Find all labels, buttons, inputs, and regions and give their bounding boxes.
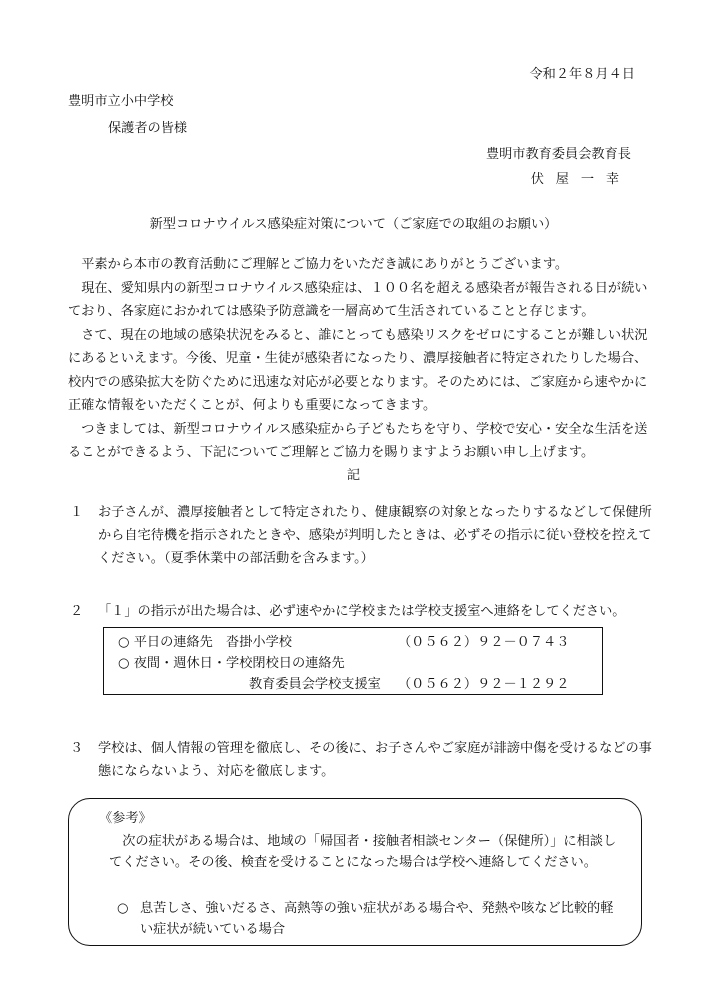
list-item [68,600,658,623]
contact-row-1-label: ○ 平日の連絡先 沓掛小学校 [118,635,292,650]
contact-row-3-label: 教育委員会学校支援室 [249,677,381,692]
item-text: お子さんが、濃厚接触者として特定されたり、健康観察の対象となったりするなどして保健所から自宅待機を指示されたときや、感染が判明したときは、必ずその指示に従い登校を控えてください。（夏季休業中の部活動を含みます。） [98,505,652,566]
reference-title: 《参考》 [99,811,152,826]
reference-body: 次の症状がある場合は、地域の「帰国者・接触者相談センター（保健所）」に相談してください。その後、検査を受けることになった場合は学校へ連絡してください。 [109,834,617,870]
ki-heading: 記 [346,468,361,483]
paragraph: 平素から本市の教育活動にご理解とご協力をいただき誠にありがとうございます。 [81,257,569,272]
reference-bullet [117,898,617,940]
contact-row-3-phone: （０５６２）９２－１２９２ [398,677,570,692]
item-number: ２ [70,604,84,619]
bullet-text: 息苦しさ、強いだるさ、高熱等の強い症状がある場合や、発熱や咳など比較的軽い症状が続いている場合 [140,901,614,937]
paragraph: つきましては、新型コロナウイルス感染症から子どもたちを守り、学校で安心・安全な生活を送ることができるよう、下記についてご理解とご協力を賜りますようお願い申し上げます。 [68,421,648,460]
body-paragraphs [68,253,658,465]
bullet-mark: ○ [117,901,129,916]
paragraph: 現在、愛知県内の新型コロナウイルス感染症は、１００名を超える感染者が報告される日が続いており、各家庭におかれては感染予防意識を一層高めて生活されていることと存じます。 [68,280,648,319]
recipient-line-2: 保護者の皆様 [108,121,188,136]
document-title: 新型コロナウイルス感染症対策について（ご家庭での取組のお願い） [149,217,558,232]
item-number: ３ [70,741,84,756]
reference-box [68,798,642,946]
contact-row-2-label: ○ 夜間・週休日・学校閉校日の連絡先 [118,656,345,671]
contact-row-1-phone: （０５６２）９２－０７４３ [398,635,570,650]
item-number: １ [70,505,84,520]
recipient-line-1: 豊明市立小中学校 [68,94,174,109]
list-item [68,737,658,783]
item-text: 学校は、個人情報の管理を徹底し、その後に、お子さんやご家庭が誹謗中傷を受けるなどの事態にならないよう、対応を徹底します。 [98,741,652,779]
list-item [68,501,658,570]
document-date: 令和２年８月４日 [529,67,635,82]
contact-box [103,627,603,695]
sender-title: 豊明市教育委員会教育長 [485,147,631,162]
item-text: 「１」の指示が出た場合は、必ず速やかに学校または学校支援室へ連絡をしてください。 [98,604,626,619]
sender-name: 伏屋一幸 [530,172,631,187]
paragraph: さて、現在の地域の感染状況をみると、誰にとっても感染リスクをゼロにすることが難しい状況にあるといえます。今後、児童・生徒が感染者になったり、濃厚接触者に特定されたりした場合、校内での感染拡大を防ぐために迅速な対応が必要となります。そのためには、ご家庭から速やかに正確な情報をいただくことが、何よりも重要になってきます。 [68,327,648,413]
